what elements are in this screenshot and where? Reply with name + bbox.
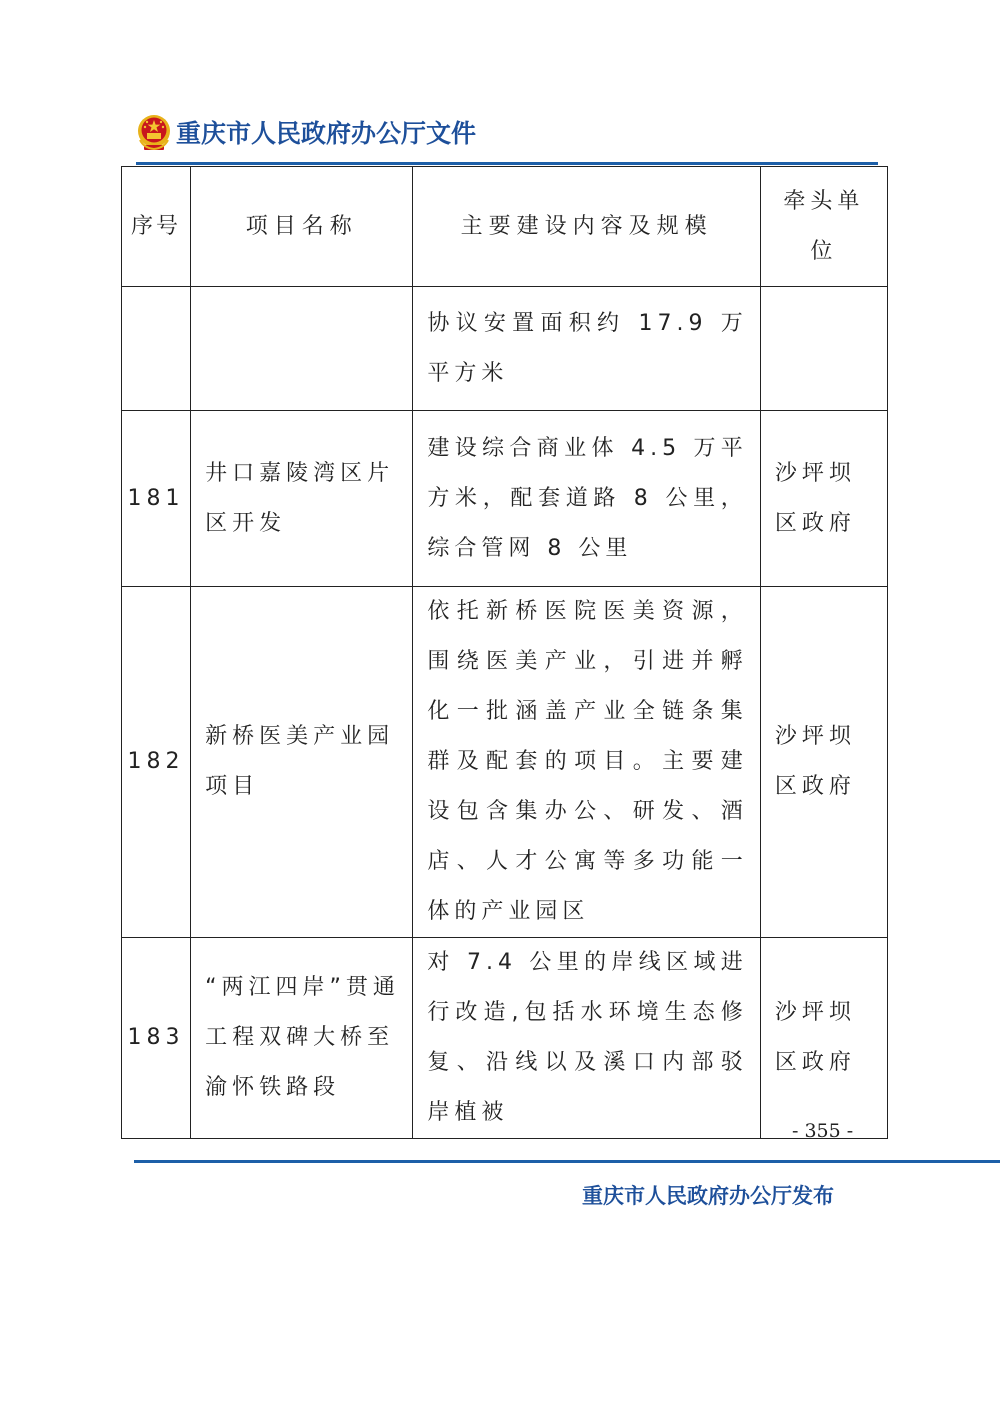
header-title: 重庆市人民政府办公厅文件 bbox=[176, 119, 477, 148]
cell-lead bbox=[760, 287, 887, 411]
column-header-content: 主要建设内容及规模 bbox=[413, 167, 760, 287]
cell-no: 181 bbox=[122, 411, 191, 587]
table-header-row bbox=[122, 167, 888, 287]
table-row-continuation bbox=[122, 287, 888, 411]
table-row bbox=[122, 938, 888, 1139]
cell-name: 井口嘉陵湾区片区开发 bbox=[191, 411, 413, 587]
table-row bbox=[122, 587, 888, 938]
cell-lead: 沙坪坝区政府 bbox=[760, 587, 887, 938]
project-table bbox=[121, 166, 888, 1139]
cell-content: 建设综合商业体 4.5 万平方米，配套道路 8 公里，综合管网 8 公里 bbox=[413, 411, 760, 587]
cell-name: 新桥医美产业园项目 bbox=[191, 587, 413, 938]
header-divider bbox=[136, 162, 878, 165]
table-row bbox=[122, 411, 888, 587]
cell-content: 协议安置面积约 17.9 万平方米 bbox=[413, 287, 760, 411]
national-emblem-icon bbox=[136, 112, 172, 152]
column-header-name: 项目名称 bbox=[191, 167, 413, 287]
footer-publisher: 重庆市人民政府办公厅发布 bbox=[582, 1183, 834, 1208]
cell-content: 依托新桥医院医美资源，围绕医美产业，引进并孵化一批涵盖产业全链条集群及配套的项目。主要建设包含集办公、研发、酒店、人才公寓等多功能一体的产业园区 bbox=[413, 587, 760, 938]
footer-divider bbox=[134, 1160, 1000, 1163]
cell-lead: 沙坪坝区政府 bbox=[760, 938, 887, 1139]
cell-content: 对 7.4 公里的岸线区域进行改造,包括水环境生态修复、沿线以及溪口内部驳岸植被 bbox=[413, 938, 760, 1139]
cell-lead: 沙坪坝区政府 bbox=[760, 411, 887, 587]
cell-no: 182 bbox=[122, 587, 191, 938]
column-header-lead: 牵头单位 bbox=[760, 167, 887, 287]
cell-no: 183 bbox=[122, 938, 191, 1139]
column-header-no: 序号 bbox=[122, 167, 191, 287]
cell-name: “两江四岸”贯通工程双碑大桥至渝怀铁路段 bbox=[191, 938, 413, 1139]
page-number: - 355 - bbox=[792, 1120, 854, 1142]
cell-no bbox=[122, 287, 191, 411]
cell-name bbox=[191, 287, 413, 411]
